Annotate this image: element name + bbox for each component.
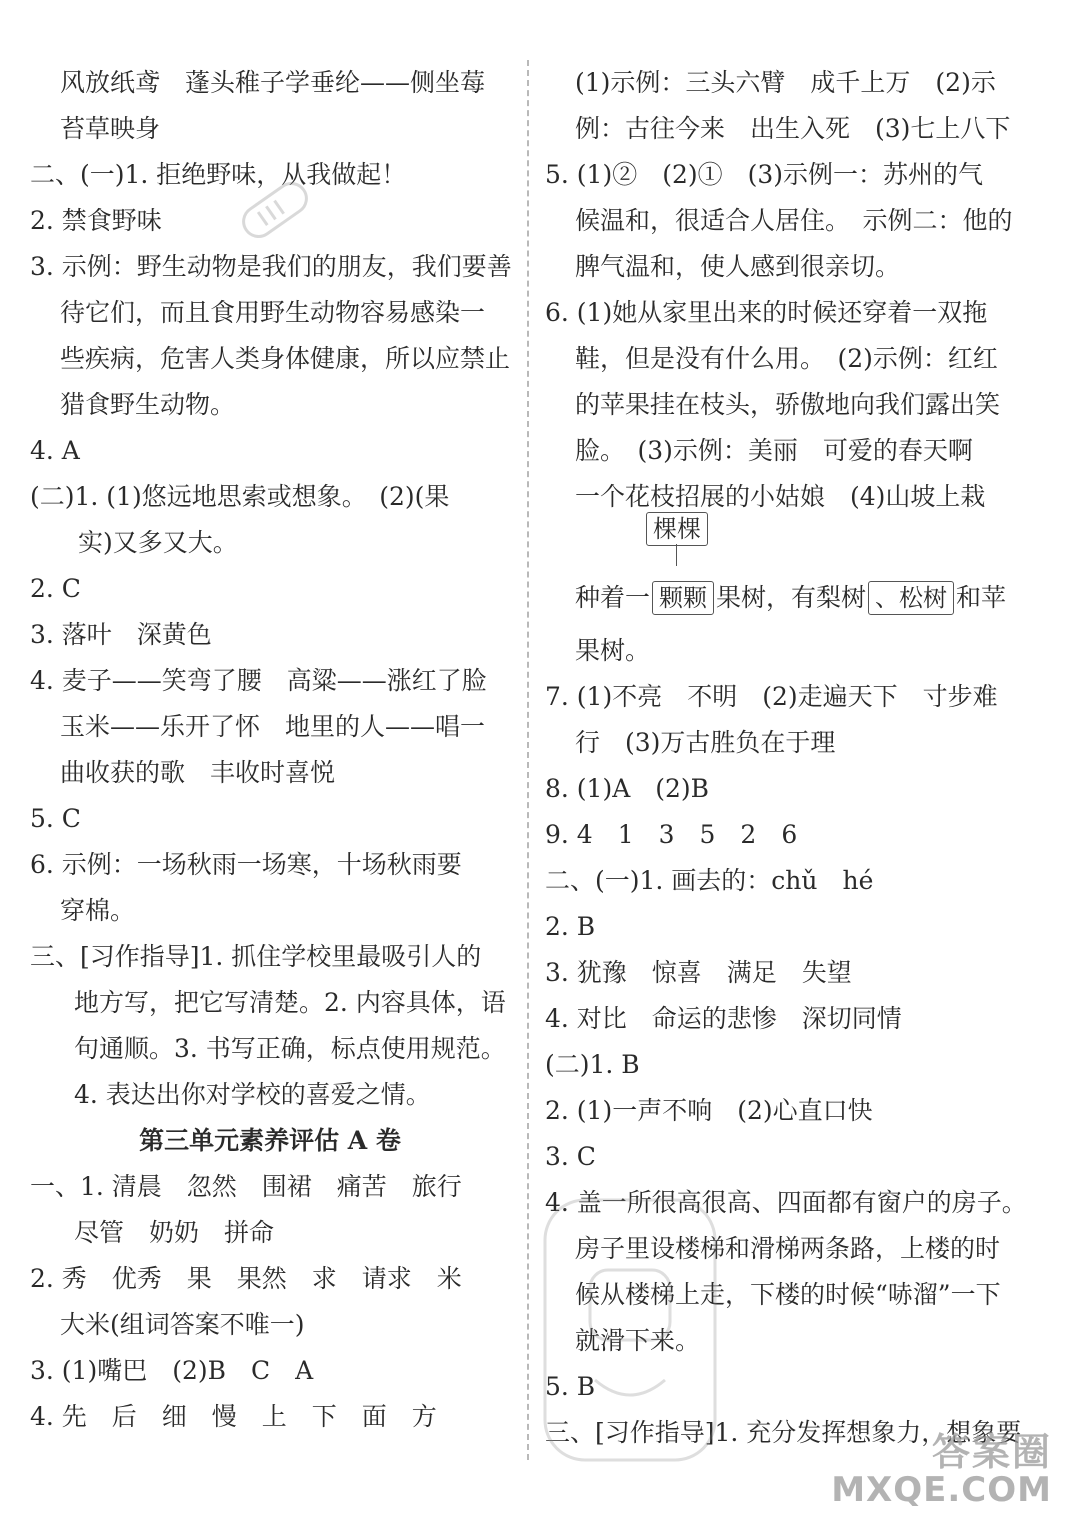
left-column xyxy=(30,60,510,1440)
text-line: 4. 盖一所很高很高、四面都有窗户的房子。 xyxy=(545,1188,1027,1217)
text-line: 9. 4 1 3 5 2 6 xyxy=(545,820,798,849)
text-line: 行 (3)万古胜负在于理 xyxy=(575,728,836,757)
text-line: 4. 先 后 细 慢 上 下 面 方 xyxy=(30,1402,437,1431)
text-line: 4. 表达出你对学校的喜爱之情。 xyxy=(74,1080,431,1109)
text-line: 穿棉。 xyxy=(60,896,136,925)
text-line: 3. C xyxy=(545,1142,596,1171)
text-line: 3. (1)嘴巴 (2)B C A xyxy=(30,1356,314,1385)
text-line: 房子里设楼梯和滑梯两条路，上楼的时 xyxy=(575,1234,1001,1263)
text-line: 猎食野生动物。 xyxy=(60,390,236,419)
text-line: 脾气温和，使人感到很亲切。 xyxy=(575,252,901,281)
text-line: 鞋，但是没有什么用。 (2)示例：红红 xyxy=(575,344,998,373)
text-line: (二)1. B xyxy=(545,1050,640,1079)
correction-prefix: 种着一 xyxy=(575,583,651,612)
text-line: 三、[习作指导]1. 充分发挥想象力，想象要 xyxy=(545,1418,1022,1447)
text-line: 实)又多又大。 xyxy=(78,528,238,557)
text-line: (1)示例：三头六臂 成千上万 (2)示 xyxy=(575,68,996,97)
text-line: 7. (1)不亮 不明 (2)走遍天下 寸步难 xyxy=(545,682,998,711)
text-line: 4. A xyxy=(30,436,80,465)
right-column xyxy=(545,60,1025,1456)
text-line: 曲收获的歌 丰收时喜悦 xyxy=(60,758,336,787)
text-line: 玉米——乐开了怀 地里的人——唱一 xyxy=(60,712,486,741)
text-line: 3. 犹豫 惊喜 满足 失望 xyxy=(545,958,852,987)
section-title: 第三单元素养评估 A 卷 xyxy=(139,1126,401,1155)
text-line: 风放纸鸢 蓬头稚子学垂纶——侧坐莓 xyxy=(60,68,486,97)
annotation-line xyxy=(676,544,677,566)
text-line: 些疾病，危害人类身体健康，所以应禁止 xyxy=(60,344,511,373)
text-line: 3. 落叶 深黄色 xyxy=(30,620,212,649)
text-line: 2. 禁食野味 xyxy=(30,206,162,235)
site-watermark-title: 答案圈 xyxy=(931,1430,1052,1474)
text-line: 2. B xyxy=(545,912,596,941)
text-line: 果树。 xyxy=(575,636,651,665)
text-line: 三、[习作指导]1. 抓住学校里最吸引人的 xyxy=(30,942,482,971)
site-watermark-url: MXQE.COM xyxy=(831,1470,1052,1510)
text-line: 二、(一)1. 画去的：chǔ hé xyxy=(545,866,874,895)
text-line: 5. C xyxy=(30,804,81,833)
column-divider xyxy=(527,60,529,1460)
text-line: 4. 对比 命运的悲惨 深切同情 xyxy=(545,1004,902,1033)
text-line: 6. (1)她从家里出来的时候还穿着一双拖 xyxy=(545,298,988,327)
text-line: 就滑下来。 xyxy=(575,1326,701,1355)
annotation-group xyxy=(650,515,716,628)
text-line: 4. 麦子——笑弯了腰 高粱——涨红了脸 xyxy=(30,666,487,695)
correction-suffix: 和苹 xyxy=(956,583,1007,612)
text-line: 大米(组词答案不唯一) xyxy=(60,1310,305,1339)
text-line: 一、1. 清晨 忽然 围裙 痛苦 旅行 xyxy=(30,1172,462,1201)
text-line: 5. (1)② (2)① (3)示例一：苏州的气 xyxy=(545,160,984,189)
text-line: 待它们，而且食用野生动物容易感染一 xyxy=(60,298,486,327)
text-line: 2. C xyxy=(30,574,81,603)
text-line: 脸。 (3)示例：美丽 可爱的春天啊 xyxy=(575,436,973,465)
text-line: 2. (1)一声不响 (2)心直口快 xyxy=(545,1096,873,1125)
text-line: 地方写，把它写清楚。2. 内容具体，语 xyxy=(74,988,506,1017)
inserted-word-box: 棵棵 xyxy=(646,512,708,546)
text-line: 例：古往今来 出生入死 (3)七上八下 xyxy=(575,114,1011,143)
text-line: 的苹果挂在枝头，骄傲地向我们露出笑 xyxy=(575,390,1001,419)
text-line: 苔草映身 xyxy=(60,114,161,143)
inserted-word-box-2: 、松树 xyxy=(868,581,954,615)
text-line: (二)1. (1)悠远地思索或想象。 (2)(果 xyxy=(30,482,450,511)
text-line: 3. 示例：野生动物是我们的朋友，我们要善 xyxy=(30,252,512,281)
text-line: 6. 示例：一场秋雨一场寒，十场秋雨要 xyxy=(30,850,462,879)
text-line: 尽管 奶奶 拼命 xyxy=(74,1218,275,1247)
text-line: 5. B xyxy=(545,1372,596,1401)
text-line: 2. 秀 优秀 果 果然 求 请求 米 xyxy=(30,1264,462,1293)
correction-middle: 果树，有梨树 xyxy=(716,583,867,612)
text-line: 一个花枝招展的小姑娘 (4)山坡上栽 xyxy=(575,482,986,511)
text-line: 候从楼梯上走，下楼的时候“哧溜”一下 xyxy=(575,1280,1001,1309)
correction-line xyxy=(545,515,1025,628)
annotation-spacer xyxy=(545,520,1025,568)
text-line: 句通顺。3. 书写正确，标点使用规范。 xyxy=(74,1034,506,1063)
text-line: 候温和，很适合人居住。 示例二：他的 xyxy=(575,206,1013,235)
text-line: 二、(一)1. 拒绝野味，从我做起！ xyxy=(30,160,407,189)
text-line: 8. (1)A (2)B xyxy=(545,774,710,803)
site-watermark xyxy=(831,1421,1052,1510)
struck-word-box: 颗颗 xyxy=(652,581,714,615)
